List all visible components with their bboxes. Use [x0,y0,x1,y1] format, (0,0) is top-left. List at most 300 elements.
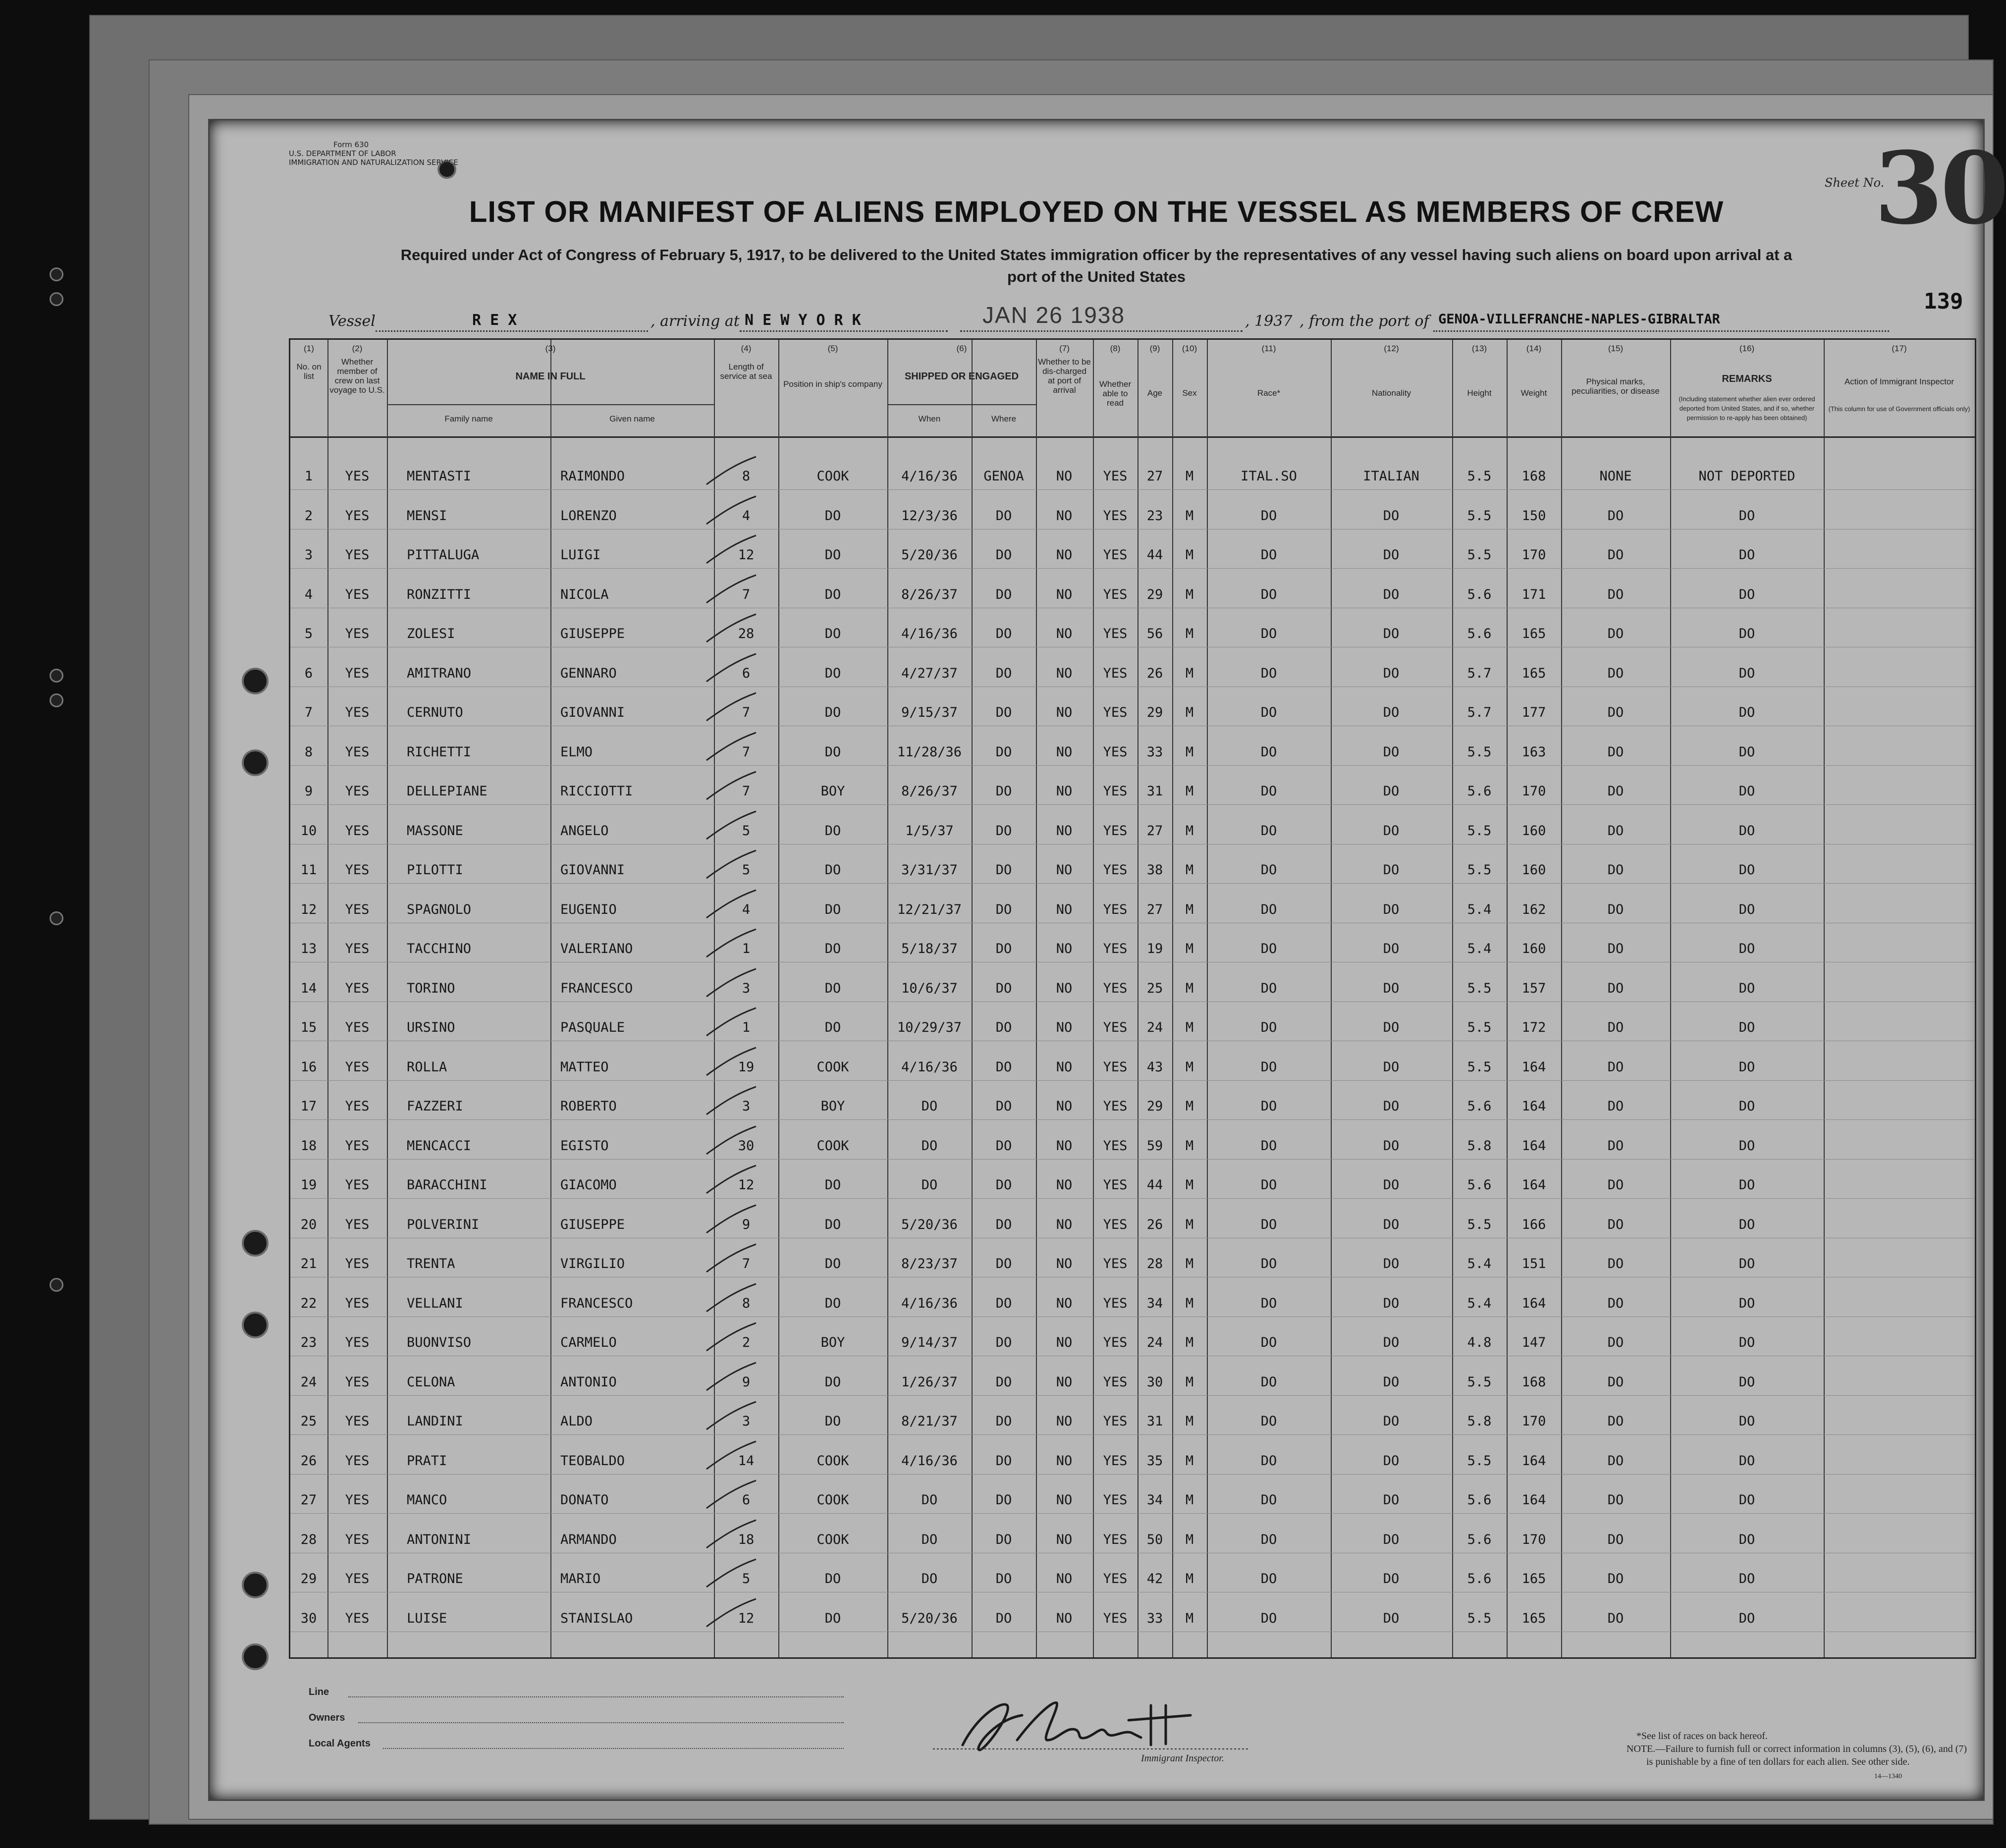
punch-hole [242,1230,269,1257]
table-cell: DO [1260,823,1277,839]
column-divider [1561,340,1562,1657]
table-cell: NO [1056,1531,1073,1547]
table-cell: NO [1056,705,1073,720]
table-cell: DO [1738,665,1755,681]
table-cell: 29 [300,1571,317,1586]
print-code: 14—1340 [1874,1773,1902,1780]
table-cell: 25 [300,1414,317,1429]
table-cell: DO [1607,941,1624,956]
check-mark [702,454,761,488]
vessel-name: R E X [472,312,517,329]
table-cell: DO [1607,626,1624,641]
row-rule [290,1119,1975,1120]
row-rule [290,765,1975,766]
fine-note-cont: is punishable by a fine of ten dollars for each alien. See other side. [1646,1756,1910,1767]
row-rule [290,489,1975,490]
table-cell: M [1185,941,1194,956]
table-cell: DO [1607,586,1624,602]
table-cell: 151 [1521,1256,1546,1271]
column-divider [327,340,328,1657]
table-cell: 5.6 [1467,1099,1492,1114]
binder-hole [50,1278,63,1292]
table-cell: DO [1260,1177,1277,1193]
table-cell: NO [1056,1256,1073,1271]
table-cell: DO [824,508,841,524]
table-cell: CERNUTO [407,705,463,720]
table-cell: 29 [1146,1099,1163,1114]
table-cell: M [1185,1531,1194,1547]
table-cell: DO [824,1414,841,1429]
table-cell: M [1185,862,1194,878]
table-cell: 5.7 [1467,705,1492,720]
column-header: Race* [1257,388,1281,398]
table-cell: NO [1056,665,1073,681]
table-cell: PILOTTI [407,862,463,878]
table-cell: 160 [1521,941,1546,956]
column-divider [1138,340,1139,1657]
table-cell: 9 [742,1374,751,1390]
table-cell: DONATO [560,1492,609,1508]
table-cell: DO [995,705,1012,720]
table-cell: MENTASTI [407,469,472,484]
column-divider [1036,340,1037,1657]
table-cell: GIACOMO [560,1177,617,1193]
table-cell: DO [1260,1020,1277,1035]
table-cell: DO [1260,1335,1277,1350]
table-cell: YES [1103,1295,1128,1311]
table-cell: MARIO [560,1571,601,1586]
table-cell: 5.5 [1467,744,1492,760]
family-name-header: Family name [444,414,493,423]
table-cell: DO [1607,980,1624,996]
table-cell: 14 [738,1453,755,1469]
table-cell: GIUSEPPE [560,1216,625,1232]
punch-hole [242,668,269,694]
check-mark [702,1360,761,1394]
check-mark [702,1123,761,1158]
table-cell: DO [995,1492,1012,1508]
column-header: Whether member of crew on last voyage to U.S. [329,357,385,395]
table-cell: M [1185,508,1194,524]
table-cell: 26 [300,1453,317,1469]
binder-hole [50,292,63,306]
table-cell: 5.5 [1467,1374,1492,1390]
table-cell: DO [995,862,1012,878]
check-mark [702,1556,761,1591]
table-cell: DO [995,1138,1012,1154]
table-cell: DO [995,1610,1012,1626]
table-cell: 34 [1146,1492,1163,1508]
table-cell: 3 [304,547,313,563]
table-cell: NO [1056,1453,1073,1469]
table-cell: 5.6 [1467,1492,1492,1508]
table-cell: NO [1056,1020,1073,1035]
table-cell: DO [1738,823,1755,839]
column-divider [1093,340,1094,1657]
table-cell: DO [1738,1492,1755,1508]
table-cell: ARMANDO [560,1531,617,1547]
table-cell: 50 [1146,1531,1163,1547]
table-cell: M [1185,744,1194,760]
races-note: *See list of races on back hereof. [1636,1731,1768,1742]
table-cell: 6 [742,665,751,681]
table-cell: 8 [304,744,313,760]
table-cell: DO [1738,1059,1755,1075]
table-cell: PRATI [407,1453,447,1469]
table-cell: YES [1103,1531,1128,1547]
table-cell: 30 [738,1138,755,1154]
table-cell: DO [995,586,1012,602]
date-stamp: JAN 26 1938 [982,302,1125,328]
table-cell: 19 [738,1059,755,1075]
table-cell: DO [1260,1610,1277,1626]
row-rule [290,1198,1975,1199]
table-cell: DO [824,862,841,878]
table-cell: DO [1383,1414,1400,1429]
table-cell: 4 [742,901,751,917]
column-divider [1824,340,1825,1657]
table-cell: M [1185,1059,1194,1075]
table-cell: DO [824,744,841,760]
table-cell: YES [345,469,370,484]
table-cell: AMITRANO [407,665,472,681]
table-cell: 21 [300,1256,317,1271]
table-cell: 19 [1146,941,1163,956]
table-cell: 10/6/37 [901,980,958,996]
table-cell: YES [1103,1492,1128,1508]
column-header: Physical marks, peculiarities, or disease [1572,377,1660,396]
table-cell: NO [1056,980,1073,996]
check-mark [702,1596,761,1631]
table-cell: 5.5 [1467,980,1492,996]
table-cell: 5.4 [1467,1295,1492,1311]
table-cell: DO [995,784,1012,799]
table-cell: LORENZO [560,508,617,524]
table-cell: DO [995,1099,1012,1114]
table-cell: 7 [742,784,751,799]
table-cell: DO [1738,1295,1755,1311]
check-mark [702,1202,761,1237]
column-number: (14) [1526,344,1542,353]
table-cell: 20 [300,1216,317,1232]
table-cell: 170 [1521,547,1546,563]
table-cell: YES [1103,1571,1128,1586]
table-cell: NO [1056,508,1073,524]
table-cell: DO [921,1099,938,1114]
table-cell: DO [995,1531,1012,1547]
table-cell: M [1185,1374,1194,1390]
table-cell: DO [1738,744,1755,760]
check-mark [702,493,761,528]
table-cell: 5/18/37 [901,941,958,956]
table-cell: YES [345,1453,370,1469]
table-cell: M [1185,586,1194,602]
table-cell: DO [1383,1295,1400,1311]
table-cell: 1/5/37 [905,823,954,839]
check-mark [702,730,761,764]
row-rule [290,1474,1975,1475]
table-cell: DO [1383,862,1400,878]
table-cell: DO [1260,1138,1277,1154]
table-cell: 1 [304,469,313,484]
sheet-number: 30 [1874,130,2006,247]
table-cell: 3 [742,1099,751,1114]
table-cell: 9 [304,784,313,799]
binder-hole [50,669,63,683]
column-header: Height [1467,388,1492,398]
table-cell: 12 [738,1610,755,1626]
table-cell: DO [1383,1020,1400,1035]
table-cell: 5.5 [1467,823,1492,839]
table-cell: DO [1607,1492,1624,1508]
table-cell: YES [345,901,370,917]
page-subtitle [309,244,1884,288]
column-header: SHIPPED OR ENGAGED [904,371,1019,382]
table-cell: DO [1738,1453,1755,1469]
table-cell: MASSONE [407,823,463,839]
table-cell: 24 [1146,1020,1163,1035]
check-mark [702,1005,761,1040]
table-cell: GIOVANNI [560,705,625,720]
table-cell: DO [1260,508,1277,524]
table-cell: DO [1607,1531,1624,1547]
check-mark [702,572,761,607]
table-cell: 7 [742,1256,751,1271]
owners-label: Owners [309,1712,345,1723]
check-mark [702,1320,761,1355]
table-cell: DO [921,1177,938,1193]
table-cell: 31 [1146,784,1163,799]
table-cell: DO [1738,626,1755,641]
subtitle-line: Required under Act of Congress of February 5, 1917, to be delivered to the United States immigration officer by the representatives of any vessel having such aliens on board upon arrival at a [400,246,1792,264]
table-cell: 1/26/37 [901,1374,958,1390]
table-cell: 12 [738,1177,755,1193]
check-mark [702,690,761,725]
table-cell: 5.5 [1467,547,1492,563]
table-cell: 13 [300,941,317,956]
table-cell: DO [1738,1335,1755,1350]
row-rule [290,686,1975,687]
table-cell: DO [995,1216,1012,1232]
table-cell: 28 [300,1531,317,1547]
remarks-note: (Including statement whether alien ever ordered deported from United States, and if so, whether permission to re-apply has been obtained) [1679,395,1815,422]
table-cell: COOK [816,469,849,484]
table-cell: DO [1383,1335,1400,1350]
table-cell: YES [1103,1059,1128,1075]
table-cell: 164 [1521,1492,1546,1508]
arriving-label: , arriving at [651,313,740,330]
sheet-number-label: Sheet No. [1825,176,1885,190]
table-cell: 16 [300,1059,317,1075]
table-cell: 5/20/36 [901,547,958,563]
table-cell: YES [1103,665,1128,681]
table-cell: M [1185,665,1194,681]
table-cell: DO [1260,1216,1277,1232]
table-cell: YES [1103,508,1128,524]
table-cell: DO [1260,862,1277,878]
column-number: (5) [827,344,838,353]
table-cell: 5.4 [1467,901,1492,917]
table-cell: 33 [1146,744,1163,760]
table-cell: M [1185,469,1194,484]
table-cell: RICHETTI [407,744,472,760]
table-cell: DO [1260,1256,1277,1271]
subtitle-line: port of the United States [1007,268,1186,285]
table-cell: YES [1103,1216,1128,1232]
table-cell: M [1185,784,1194,799]
table-cell: 164 [1521,1138,1546,1154]
row-rule [290,1395,1975,1396]
table-cell: DO [1738,586,1755,602]
table-cell: 10 [300,823,317,839]
table-cell: DO [1383,901,1400,917]
table-cell: 5.6 [1467,626,1492,641]
table-cell: NO [1056,1295,1073,1311]
table-cell: DO [1738,547,1755,563]
table-cell: GIUSEPPE [560,626,625,641]
column-header: Weight [1520,388,1547,398]
table-cell: ZOLESI [407,626,455,641]
table-cell: YES [345,1610,370,1626]
table-cell: 5.5 [1467,1020,1492,1035]
table-cell: DO [1738,941,1755,956]
table-cell: 28 [738,626,755,641]
table-cell: YES [345,980,370,996]
department-name: U.S. DEPARTMENT OF LABOR [289,149,396,158]
table-cell: DO [995,547,1012,563]
table-cell: 8/23/37 [901,1256,958,1271]
row-rule [290,1434,1975,1435]
table-cell: 5.5 [1467,508,1492,524]
column-header: Age [1147,388,1163,398]
table-cell: YES [1103,1256,1128,1271]
table-cell: FRANCESCO [560,1295,633,1311]
table-cell: 166 [1521,1216,1546,1232]
form-identifier [289,140,458,167]
column-number: (1) [304,344,314,353]
table-cell: LUISE [407,1610,447,1626]
table-cell: ITAL.SO [1241,469,1297,484]
table-cell: 2 [304,508,313,524]
column-number: (13) [1471,344,1487,353]
table-cell: YES [345,862,370,878]
table-cell: 29 [1146,705,1163,720]
table-cell: 23 [1146,508,1163,524]
table-cell: 23 [300,1335,317,1350]
voyage-line [328,302,1944,333]
table-cell: 17 [300,1099,317,1114]
table-cell: DO [1607,705,1624,720]
check-mark [702,1045,761,1079]
check-mark [702,1399,761,1433]
column-number: (2) [352,344,363,353]
table-cell: 5.6 [1467,1177,1492,1193]
row-rule [290,844,1975,845]
table-cell: 27 [1146,901,1163,917]
table-cell: DO [1607,1610,1624,1626]
table-cell: YES [1103,862,1128,878]
table-cell: ANGELO [560,823,609,839]
column-number: (11) [1261,344,1276,353]
from-port: GENOA-VILLEFRANCHE-NAPLES-GIBRALTAR [1438,312,1720,327]
table-cell: 164 [1521,1099,1546,1114]
table-cell: NO [1056,784,1073,799]
row-rule [290,804,1975,805]
table-cell: YES [345,1177,370,1193]
table-cell: DO [1738,862,1755,878]
check-mark [702,808,761,843]
table-cell: LANDINI [407,1414,463,1429]
table-cell: COOK [816,1453,849,1469]
table-cell: NO [1056,941,1073,956]
table-cell: DO [1738,1571,1755,1586]
table-cell: DO [1260,1453,1277,1469]
column-number: (12) [1384,344,1399,353]
table-cell: YES [1103,1453,1128,1469]
table-cell: BOY [820,1335,845,1350]
column-divider [1331,340,1332,1657]
table-cell: 5 [742,1571,751,1586]
table-cell: URSINO [407,1020,455,1035]
shipped-where-header: Where [991,414,1017,423]
table-cell: YES [1103,626,1128,641]
table-cell: GENNARO [560,665,617,681]
table-cell: 8/26/37 [901,586,958,602]
table-cell: YES [345,1374,370,1390]
table-cell: DO [1607,1059,1624,1075]
table-cell: CARMELO [560,1335,617,1350]
table-cell: DO [1738,508,1755,524]
table-cell: DO [1260,586,1277,602]
table-cell: DO [1383,1256,1400,1271]
table-cell: 5 [742,862,751,878]
table-cell: BOY [820,784,845,799]
table-cell: DO [1383,1059,1400,1075]
column-number: (4) [741,344,752,353]
table-cell: DO [824,901,841,917]
row-rule [290,1159,1975,1160]
table-cell: MATTEO [560,1059,609,1075]
table-cell: 5/20/36 [901,1610,958,1626]
table-cell: DO [1607,862,1624,878]
column-number: (6) [956,344,967,353]
table-cell: NICOLA [560,586,609,602]
table-cell: DO [824,1295,841,1311]
table-cell: M [1185,1492,1194,1508]
table-cell: YES [1103,744,1128,760]
table-cell: NO [1056,823,1073,839]
table-cell: 7 [742,586,751,602]
table-cell: POLVERINI [407,1216,480,1232]
table-cell: 5.6 [1467,784,1492,799]
table-cell: DO [1607,1374,1624,1390]
column-divider [387,340,388,1657]
table-cell: EGISTO [560,1138,609,1154]
table-cell: DO [1383,1099,1400,1114]
punch-hole [242,1312,269,1338]
table-cell: DO [1738,901,1755,917]
table-cell: DO [1383,665,1400,681]
column-divider [1207,340,1208,1657]
table-cell: 2 [742,1335,751,1350]
column-number: (7) [1059,344,1070,353]
table-cell: 27 [1146,469,1163,484]
table-cell: YES [1103,1099,1128,1114]
table-cell: YES [345,784,370,799]
table-cell: COOK [816,1138,849,1154]
given-name-header: Given name [609,414,655,423]
table-cell: YES [345,1571,370,1586]
